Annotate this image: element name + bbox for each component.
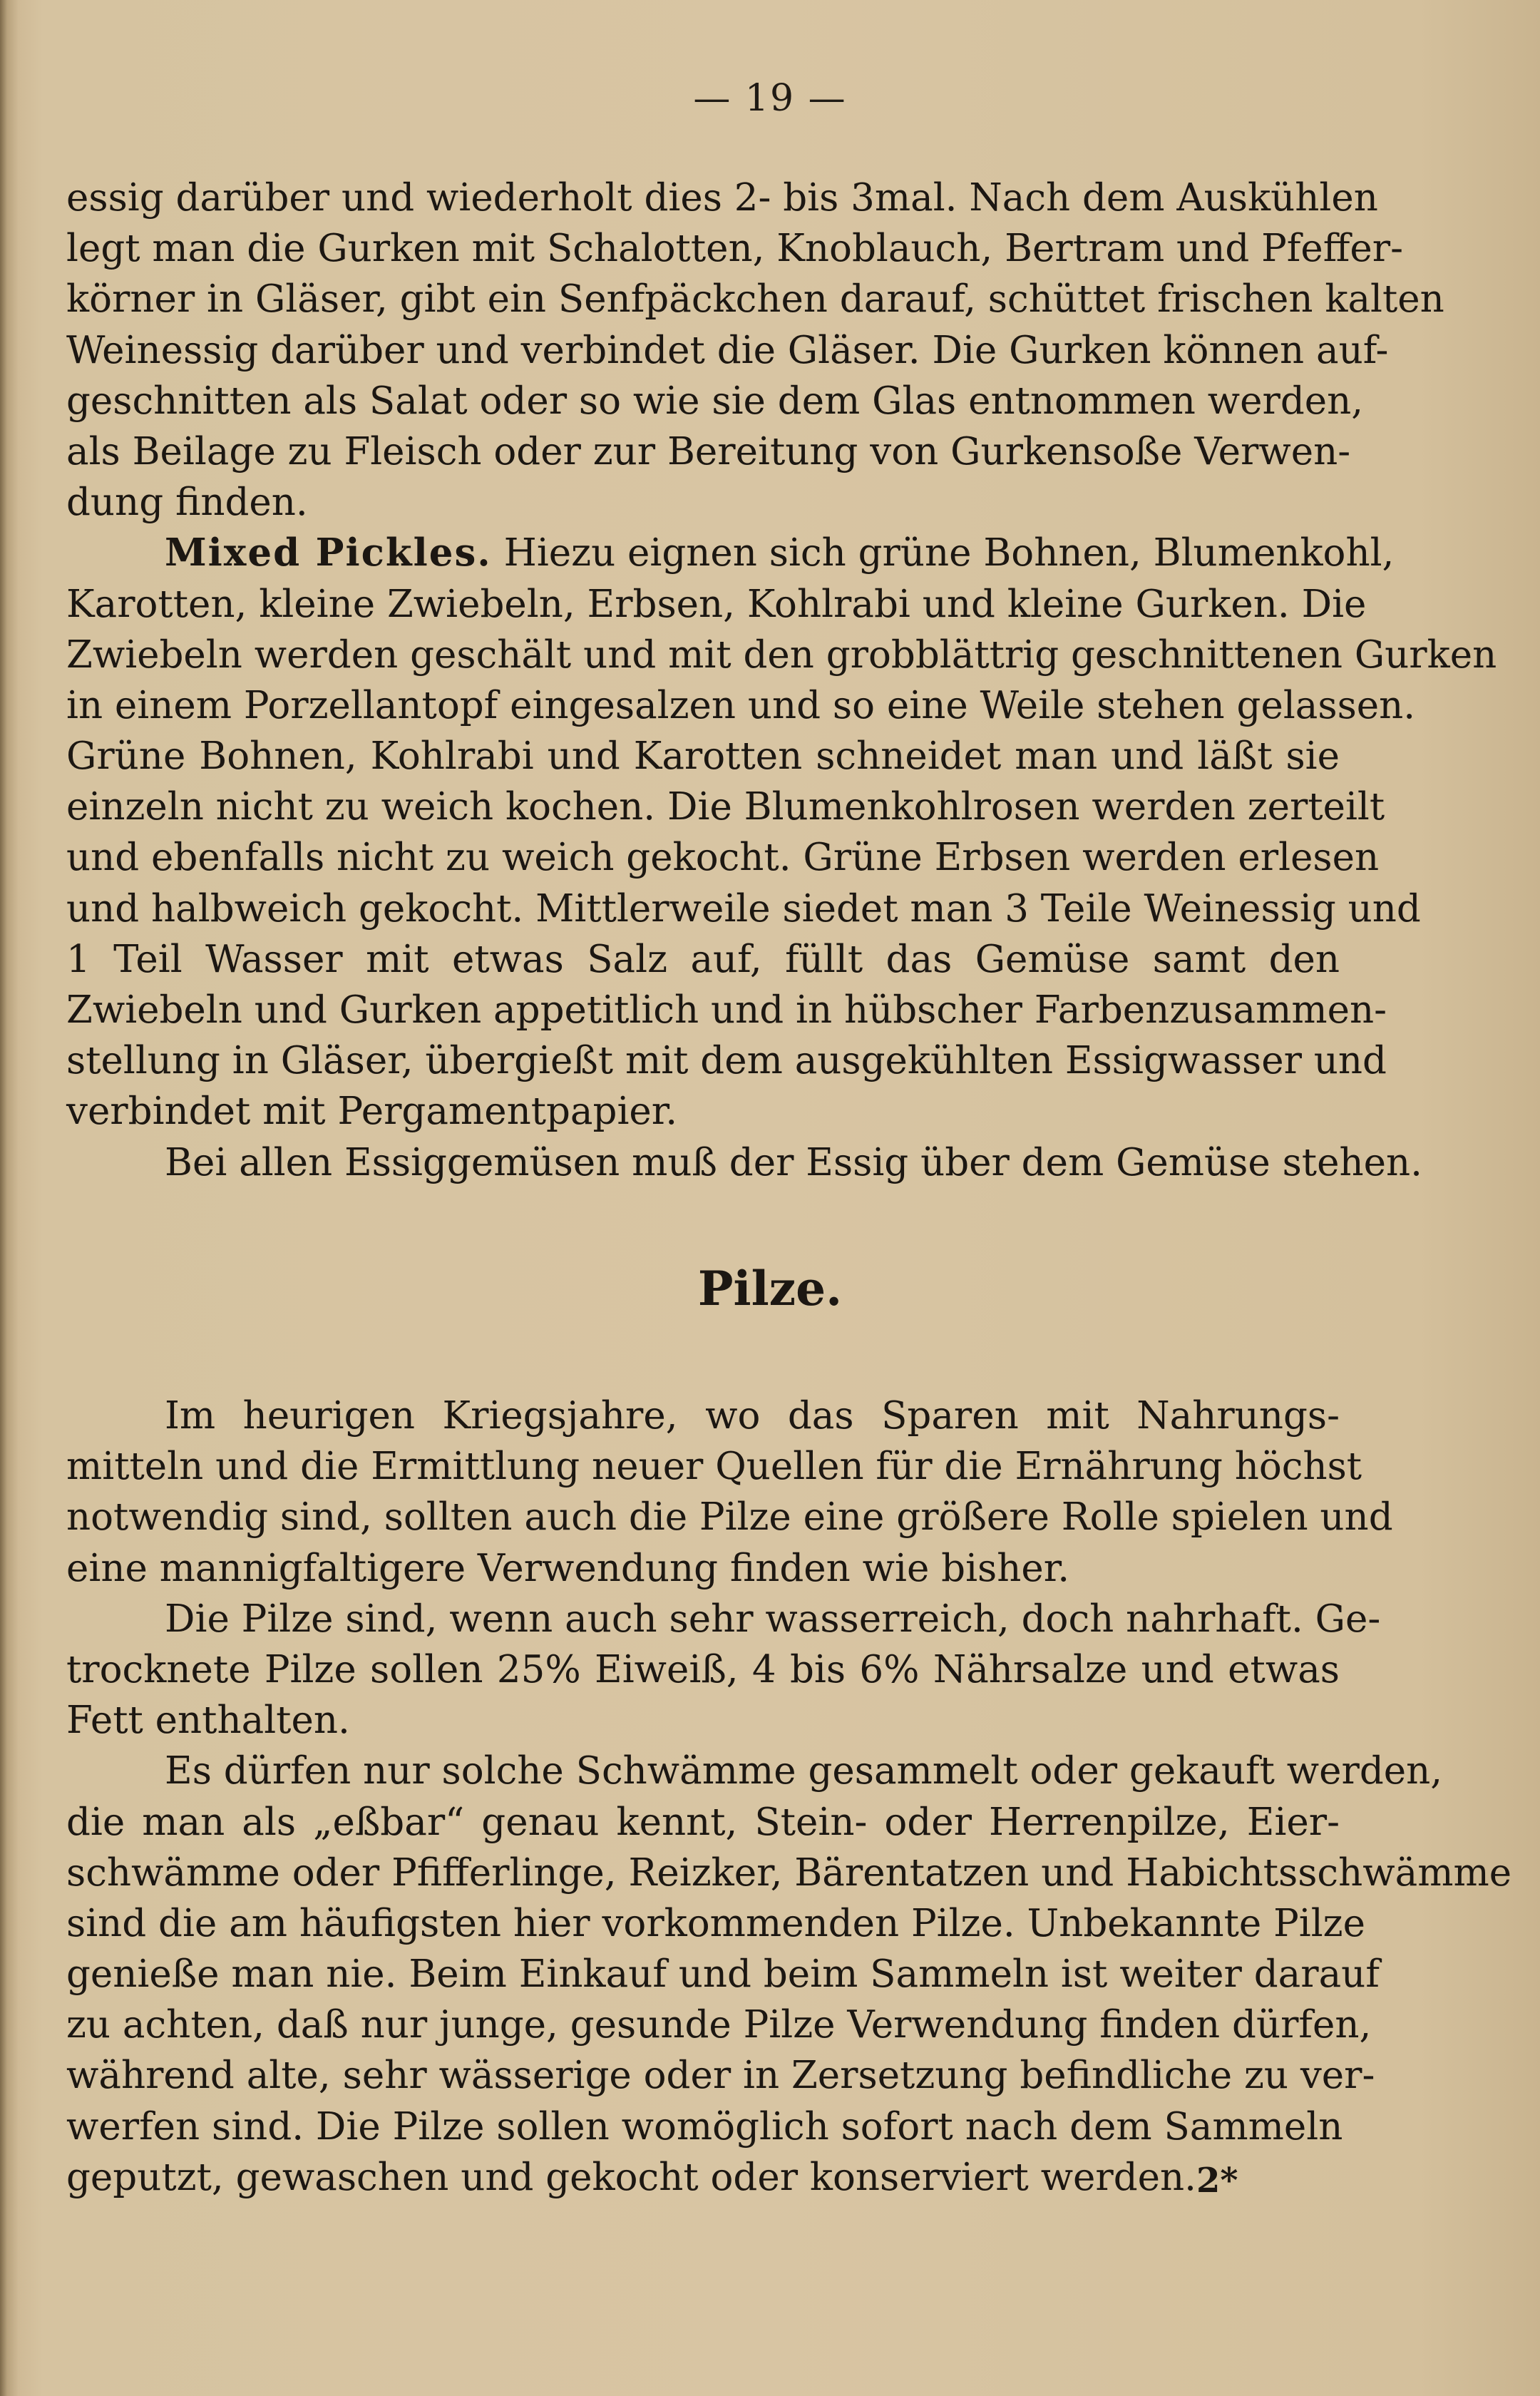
text-line: als Beilage zu Fleisch oder zur Bereitung von Gurkensoße Verwen- [66, 429, 1351, 473]
text-line: Weinessig darüber und verbindet die Gläser. Die Gurken können auf- [66, 328, 1389, 372]
text-line: Zwiebeln werden geschält und mit den grobblättrig geschnittenen Gurken [66, 633, 1497, 677]
text-line: legt man die Gurken mit Schalotten, Knoblauch, Bertram und Pfeffer- [66, 227, 1404, 271]
text-line: werfen sind. Die Pilze sollen womöglich sofort nach dem Sammeln [66, 2104, 1343, 2149]
text-line: genieße man nie. Beim Einkauf und beim Sammeln ist weiter darauf [66, 1952, 1380, 1997]
text-line: mitteln und die Ermittlung neuer Quellen für die Ernährung höchst [66, 1445, 1362, 1489]
text-line: notwendig sind, sollten auch die Pilze eine größere Rolle spielen und [66, 1495, 1393, 1540]
text-line: Fett enthalten. [66, 1699, 350, 1743]
text-line: eine mannigfaltigere Verwendung finden wie bisher. [66, 1546, 1070, 1590]
text-line: essig darüber und wiederholt dies 2- bis 3mal. Nach dem Auskühlen [66, 176, 1378, 220]
text-line: Es dürfen nur solche Schwämme gesammelt oder gekauft werden, [165, 1749, 1443, 1793]
text-line: geschnitten als Salat oder so wie sie dem Glas entnommen werden, [66, 379, 1364, 423]
text-line: verbindet mit Pergamentpapier. [66, 1090, 678, 1134]
text-line: stellung in Gläser, übergießt mit dem ausgekühlten Essigwasser und [66, 1039, 1387, 1083]
text-line: zu achten, daß nur junge, gesunde Pilze Verwendung finden dürfen, [66, 2003, 1372, 2047]
text-line: 1 Teil Wasser mit etwas Salz auf, füllt das Gemüse samt den [66, 937, 1340, 981]
section-gurken-pickles [66, 173, 1497, 1188]
text-line: Bei allen Essiggemüsen muß der Essig über dem Gemüse stehen. [165, 1140, 1422, 1184]
text-line: und halbweich gekocht. Mittlerweile siedet man 3 Teile Weinessig und [66, 886, 1421, 931]
text-line: die man als „eßbar“ genau kennt, Stein- oder Herrenpilze, Eier- [66, 1800, 1340, 1844]
text-line: einzeln nicht zu weich kochen. Die Blumenkohlrosen werden zerteilt [66, 785, 1385, 829]
signature-mark: 2* [1196, 2161, 1238, 2201]
page-number: — 19 — [693, 77, 847, 120]
mixed-pickles-first-line [66, 528, 1395, 578]
text-line: geputzt, gewaschen und gekocht oder konserviert werden. [66, 2155, 1197, 2199]
text-line: während alte, sehr wässerige oder in Zersetzung befindliche zu ver- [66, 2054, 1375, 2098]
text-line: sind die am häufigsten hier vorkommenden Pilze. Unbekannte Pilze [66, 1901, 1365, 1945]
text-line: dung finden. [66, 481, 308, 525]
text-line: und ebenfalls nicht zu weich gekocht. Grüne Erbsen werden erlesen [66, 836, 1380, 880]
section-pilze [66, 1391, 1512, 2203]
text-line: in einem Porzellantopf eingesalzen und so eine Weile stehen gelassen. [66, 683, 1416, 727]
text-line: körner in Gläser, gibt ein Senfpäckchen darauf, schüttet frischen kalten [66, 277, 1444, 322]
text-line: trocknete Pilze sollen 25% Eiweiß, 4 bis 6% Nährsalze und etwas [66, 1647, 1340, 1691]
text-line: Grüne Bohnen, Kohlrabi und Karotten schneidet man und läßt sie [66, 734, 1340, 779]
text-line: Karotten, kleine Zwiebeln, Erbsen, Kohlrabi und kleine Gurken. Die [66, 582, 1367, 626]
mixed-pickles-term: Mixed Pickles. [165, 531, 492, 575]
text-line: Zwiebeln und Gurken appetitlich und in hübscher Farbenzusammen- [66, 988, 1387, 1032]
text-line: Die Pilze sind, wenn auch sehr wasserreich, doch nahrhaft. Ge- [165, 1597, 1381, 1641]
text-line: schwämme oder Pfifferlinge, Reizker, Bärentatzen und Habichtsschwämme [66, 1850, 1512, 1895]
text-line: Im heurigen Kriegsjahre, wo das Sparen mit Nahrungs- [165, 1394, 1340, 1438]
mixed-pickles-line-rest: Hiezu eignen sich grüne Bohnen, Blumenkohl, [491, 531, 1395, 575]
section-heading-pilze: Pilze. [697, 1261, 843, 1316]
